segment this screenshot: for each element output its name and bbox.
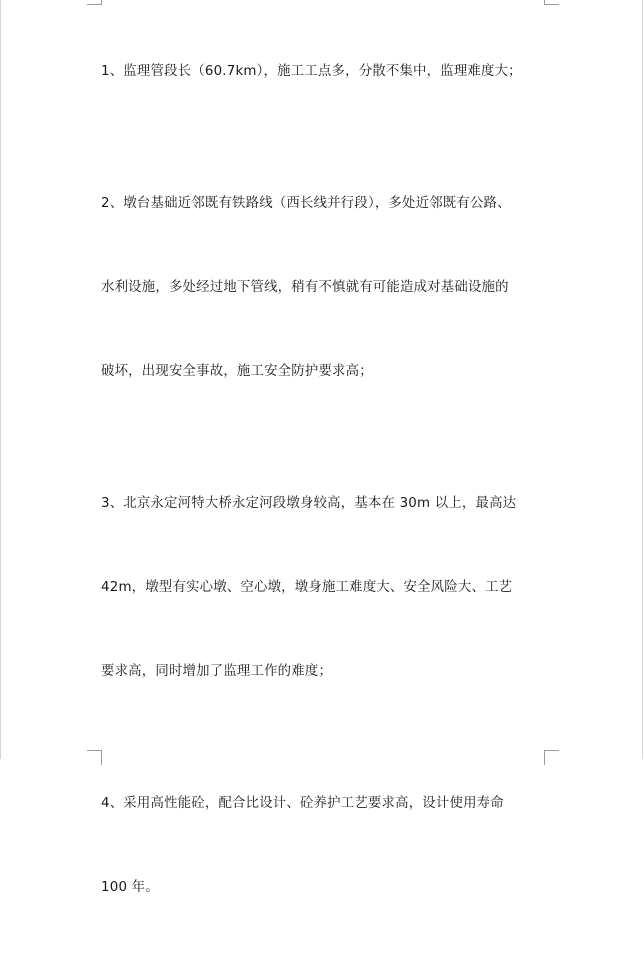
text-line: 要求高，同时增加了监理工作的难度； [101, 664, 333, 679]
page-corner-mark-bottom-right [544, 750, 559, 765]
text-line: 4、采用高性能砼，配合比设计、砼养护工艺要求高，设计使用寿命 [101, 796, 504, 811]
text-line: 42m，墩型有实心墩、空心墩，墩身施工难度大、安全风险大、工艺 [101, 580, 513, 595]
text-line: 100 年。 [101, 880, 159, 895]
paragraph-1 [101, 12, 546, 132]
text-line: 破坏，出现安全事故，施工安全防护要求高； [101, 364, 373, 379]
text-line: 3、北京永定河特大桥永定河段墩身较高，基本在 30m 以上，最高达 [101, 496, 517, 511]
text-line: 2、墩台基础近邻既有铁路线（西长线并行段），多处近邻既有公路、 [101, 196, 511, 211]
paragraph-3 [101, 444, 546, 732]
page-corner-mark-top-left [87, 0, 102, 5]
paragraph-2 [101, 144, 546, 432]
page-corner-mark-bottom-left [87, 750, 102, 765]
paragraph-4 [101, 744, 546, 948]
page-corner-mark-top-right [544, 0, 559, 5]
text-line: 1、监理管段长（60.7km），施工工点多，分散不集中，监理难度大； [101, 64, 522, 79]
text-line: 水利设施，多处经过地下管线，稍有不慎就有可能造成对基础设施的 [101, 280, 509, 295]
document-body[interactable] [101, 12, 546, 960]
